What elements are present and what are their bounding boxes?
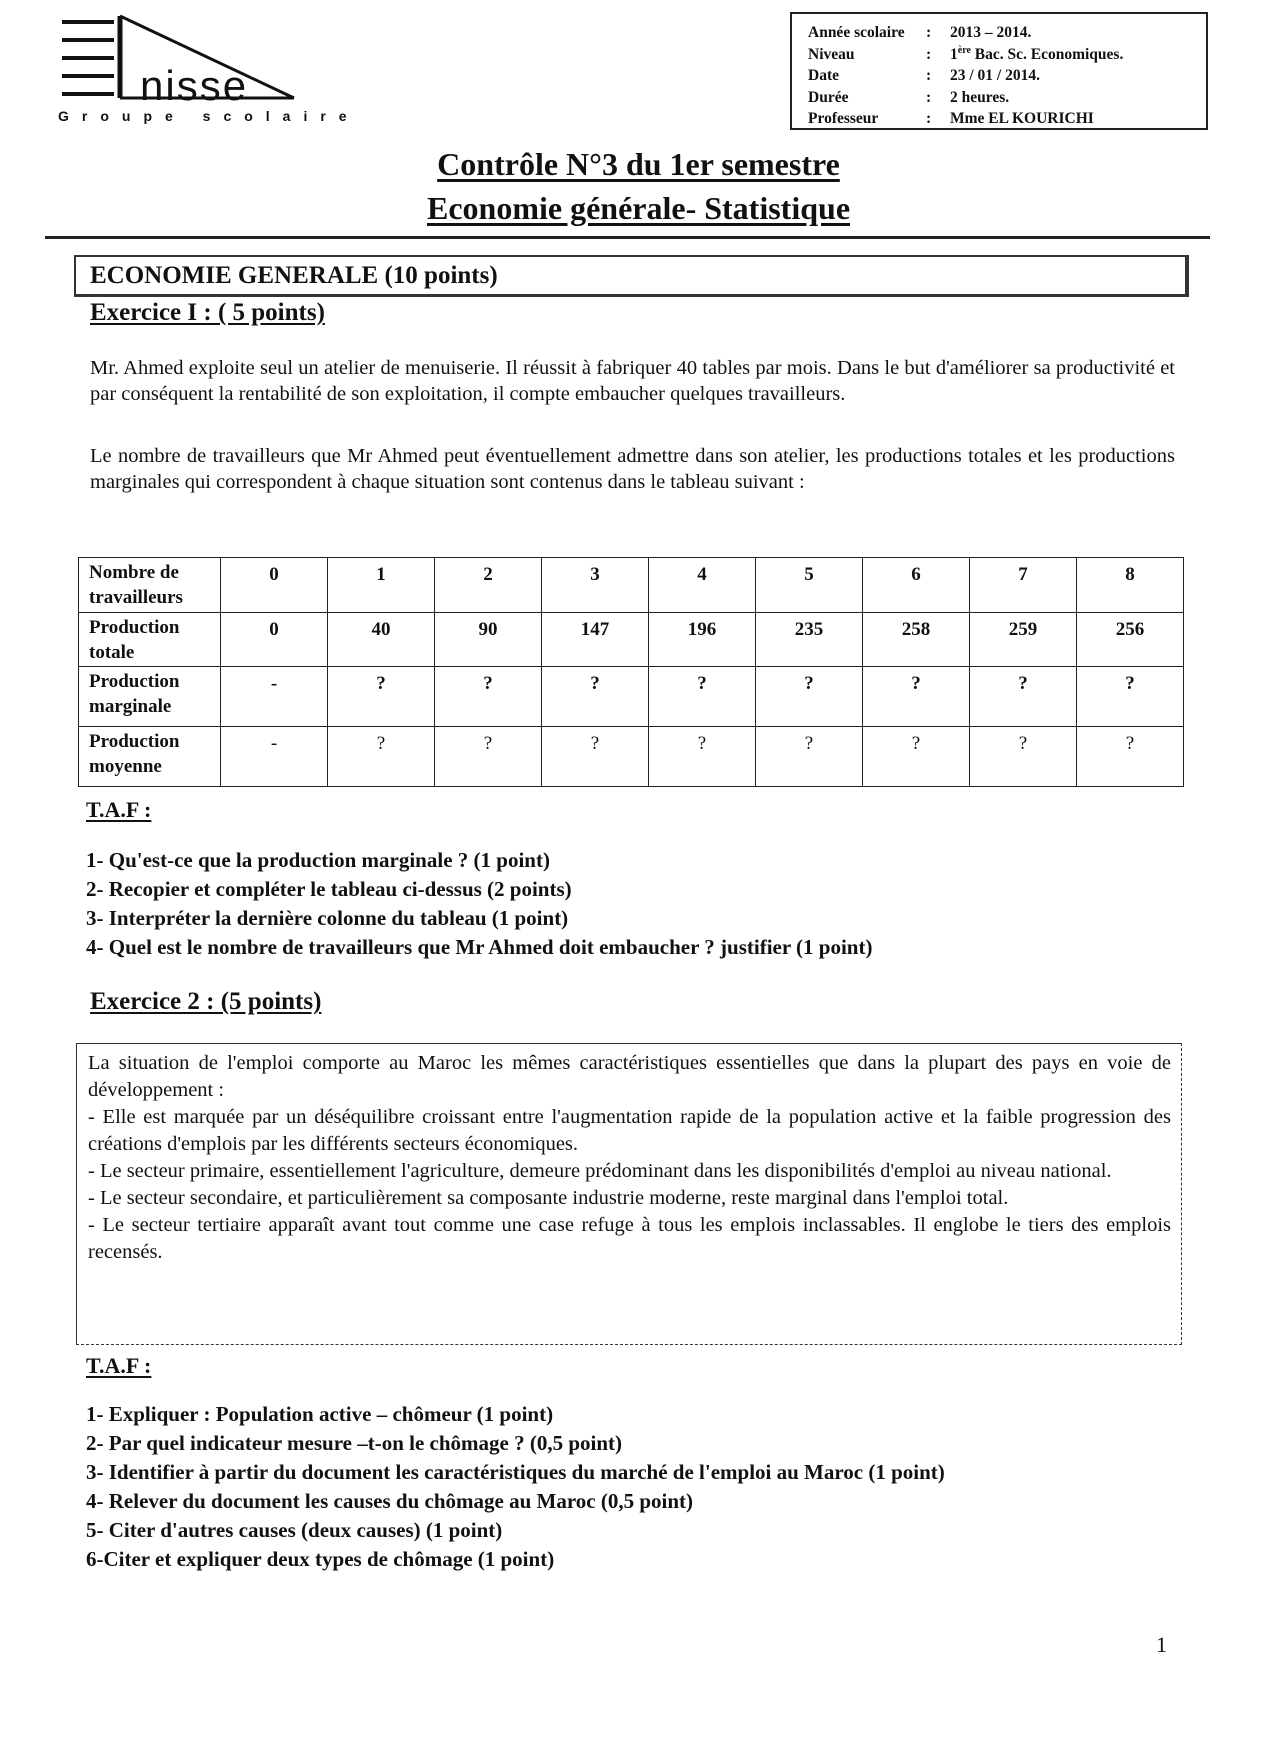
title-divider xyxy=(45,236,1210,239)
table-cell: 1 xyxy=(328,558,435,613)
table-cell: 8 xyxy=(1077,558,1184,613)
table-cell: 0 xyxy=(221,612,328,667)
table-cell: ? xyxy=(970,667,1077,727)
logo-name: nisse xyxy=(140,62,249,109)
exam-subtitle: Economie générale- Statistique xyxy=(426,190,851,226)
document-paragraph: La situation de l'emploi comporte au Maroc les mêmes caractéristiques essentielles que dans la plupart des pays en voie de développement : xyxy=(88,1052,1171,1101)
table-cell: ? xyxy=(1077,727,1184,787)
table-cell: - xyxy=(221,667,328,727)
page-number: 1 xyxy=(1156,1632,1167,1657)
document-paragraph: - Le secteur primaire, essentiellement l'agriculture, demeure prédominant dans les disponibilités d'emploi au niveau national. xyxy=(88,1160,1112,1182)
exercise-2-taf-title: T.A.F : xyxy=(86,1353,152,1378)
exercise-2-title: Exercice 2 : (5 points) xyxy=(90,988,322,1015)
list-item: 1- Expliquer : Population active – chômeur (1 point) xyxy=(86,1402,554,1426)
logo-subtitle: Groupe scolaire xyxy=(58,108,360,124)
document-paragraph: - Elle est marquée par un déséquilibre croissant entre l'augmentation rapide de la population active et la faible progression des créations d'emplois par les différents secteurs économiques. xyxy=(88,1106,1171,1155)
table-cell: 90 xyxy=(435,612,542,667)
table-cell: ? xyxy=(542,667,649,727)
exercise-2-questions xyxy=(86,1400,945,1574)
info-row-teacher: Professeur : Mme EL KOURICHI xyxy=(808,110,1094,127)
list-item: 2- Recopier et compléter le tableau ci-dessus (2 points) xyxy=(86,877,572,901)
document-paragraph: - Le secteur tertiaire apparaît avant tout comme une case refuge à tous les emplois inclassables. Il englobe le tiers des emplois recensés. xyxy=(88,1214,1171,1263)
table-cell: ? xyxy=(542,727,649,787)
school-logo xyxy=(58,14,358,124)
row-header-workers: Nombre de travailleurs xyxy=(79,558,221,613)
info-row-duration: Durée : 2 heures. xyxy=(808,88,1010,106)
table-cell: 4 xyxy=(649,558,756,613)
table-cell: 147 xyxy=(542,612,649,667)
section-header: ECONOMIE GENERALE (10 points) xyxy=(74,255,1189,297)
production-table xyxy=(78,557,1184,787)
list-item: 4- Quel est le nombre de travailleurs que Mr Ahmed doit embaucher ? justifier (1 point) xyxy=(86,935,873,959)
table-cell: ? xyxy=(863,667,970,727)
document-paragraph: - Le secteur secondaire, et particulièrement sa composante industrie moderne, reste marginal dans l'emploi total. xyxy=(88,1187,1009,1209)
table-cell: 6 xyxy=(863,558,970,613)
table-cell: ? xyxy=(970,727,1077,787)
table-cell: 2 xyxy=(435,558,542,613)
table-cell: 258 xyxy=(863,612,970,667)
table-row xyxy=(79,558,1184,613)
table-cell: 256 xyxy=(1077,612,1184,667)
table-cell: 0 xyxy=(221,558,328,613)
table-cell: - xyxy=(221,727,328,787)
document-box xyxy=(76,1043,1182,1345)
table-row xyxy=(79,612,1184,667)
info-row-level: Niveau : 1ère Bac. Sc. Economiques. xyxy=(808,44,1124,63)
table-row xyxy=(79,727,1184,787)
exercise-1-paragraph-1: Mr. Ahmed exploite seul un atelier de menuiserie. Il réussit à fabriquer 40 tables par mois. Dans le but d'améliorer sa productivité et par conséquent la rentabilité de son exploitation, il compte embaucher quelques travailleurs. xyxy=(90,357,1175,405)
table-cell: 3 xyxy=(542,558,649,613)
table-cell: ? xyxy=(328,667,435,727)
table-cell: 5 xyxy=(756,558,863,613)
table-cell: ? xyxy=(756,727,863,787)
exercise-1-paragraph-2: Le nombre de travailleurs que Mr Ahmed peut éventuellement admettre dans son atelier, les productions totales et les productions marginales qui correspondent à chaque situation sont contenus dans le tableau suivant : xyxy=(90,445,1175,493)
list-item: 3- Identifier à partir du document les caractéristiques du marché de l'emploi au Maroc (1 point) xyxy=(86,1460,945,1484)
row-header-total-production: Production totale xyxy=(79,612,221,667)
info-row-date: Date : 23 / 01 / 2014. xyxy=(808,67,1040,84)
exam-info-box xyxy=(790,12,1208,130)
table-cell: ? xyxy=(328,727,435,787)
table-cell: 196 xyxy=(649,612,756,667)
info-row-year: Année scolaire : 2013 – 2014. xyxy=(808,24,1032,41)
table-cell: ? xyxy=(649,727,756,787)
table-cell: ? xyxy=(1077,667,1184,727)
table-cell: 40 xyxy=(328,612,435,667)
table-cell: 235 xyxy=(756,612,863,667)
exercise-1-questions xyxy=(86,846,872,962)
exam-title: Contrôle N°3 du 1er semestre xyxy=(437,146,840,182)
table-cell: ? xyxy=(756,667,863,727)
table-cell: ? xyxy=(435,727,542,787)
table-row xyxy=(79,667,1184,727)
row-header-average-production: Production moyenne xyxy=(79,727,221,787)
table-cell: 7 xyxy=(970,558,1077,613)
exercise-1-title: Exercice I : ( 5 points) xyxy=(90,299,325,326)
table-cell: 259 xyxy=(970,612,1077,667)
table-cell: ? xyxy=(435,667,542,727)
list-item: 4- Relever du document les causes du chômage au Maroc (0,5 point) xyxy=(86,1489,694,1513)
list-item: 3- Interpréter la dernière colonne du tableau (1 point) xyxy=(86,906,569,930)
list-item: 1- Qu'est-ce que la production marginale ? (1 point) xyxy=(86,848,550,872)
list-item: 5- Citer d'autres causes (deux causes) (1 point) xyxy=(86,1518,503,1542)
table-cell: ? xyxy=(649,667,756,727)
list-item: 2- Par quel indicateur mesure –t-on le chômage ? (0,5 point) xyxy=(86,1431,623,1455)
exercise-1-taf-title: T.A.F : xyxy=(86,797,152,822)
table-cell: ? xyxy=(863,727,970,787)
row-header-marginal-production: Production marginale xyxy=(79,667,221,727)
list-item: 6-Citer et expliquer deux types de chômage (1 point) xyxy=(86,1547,555,1571)
